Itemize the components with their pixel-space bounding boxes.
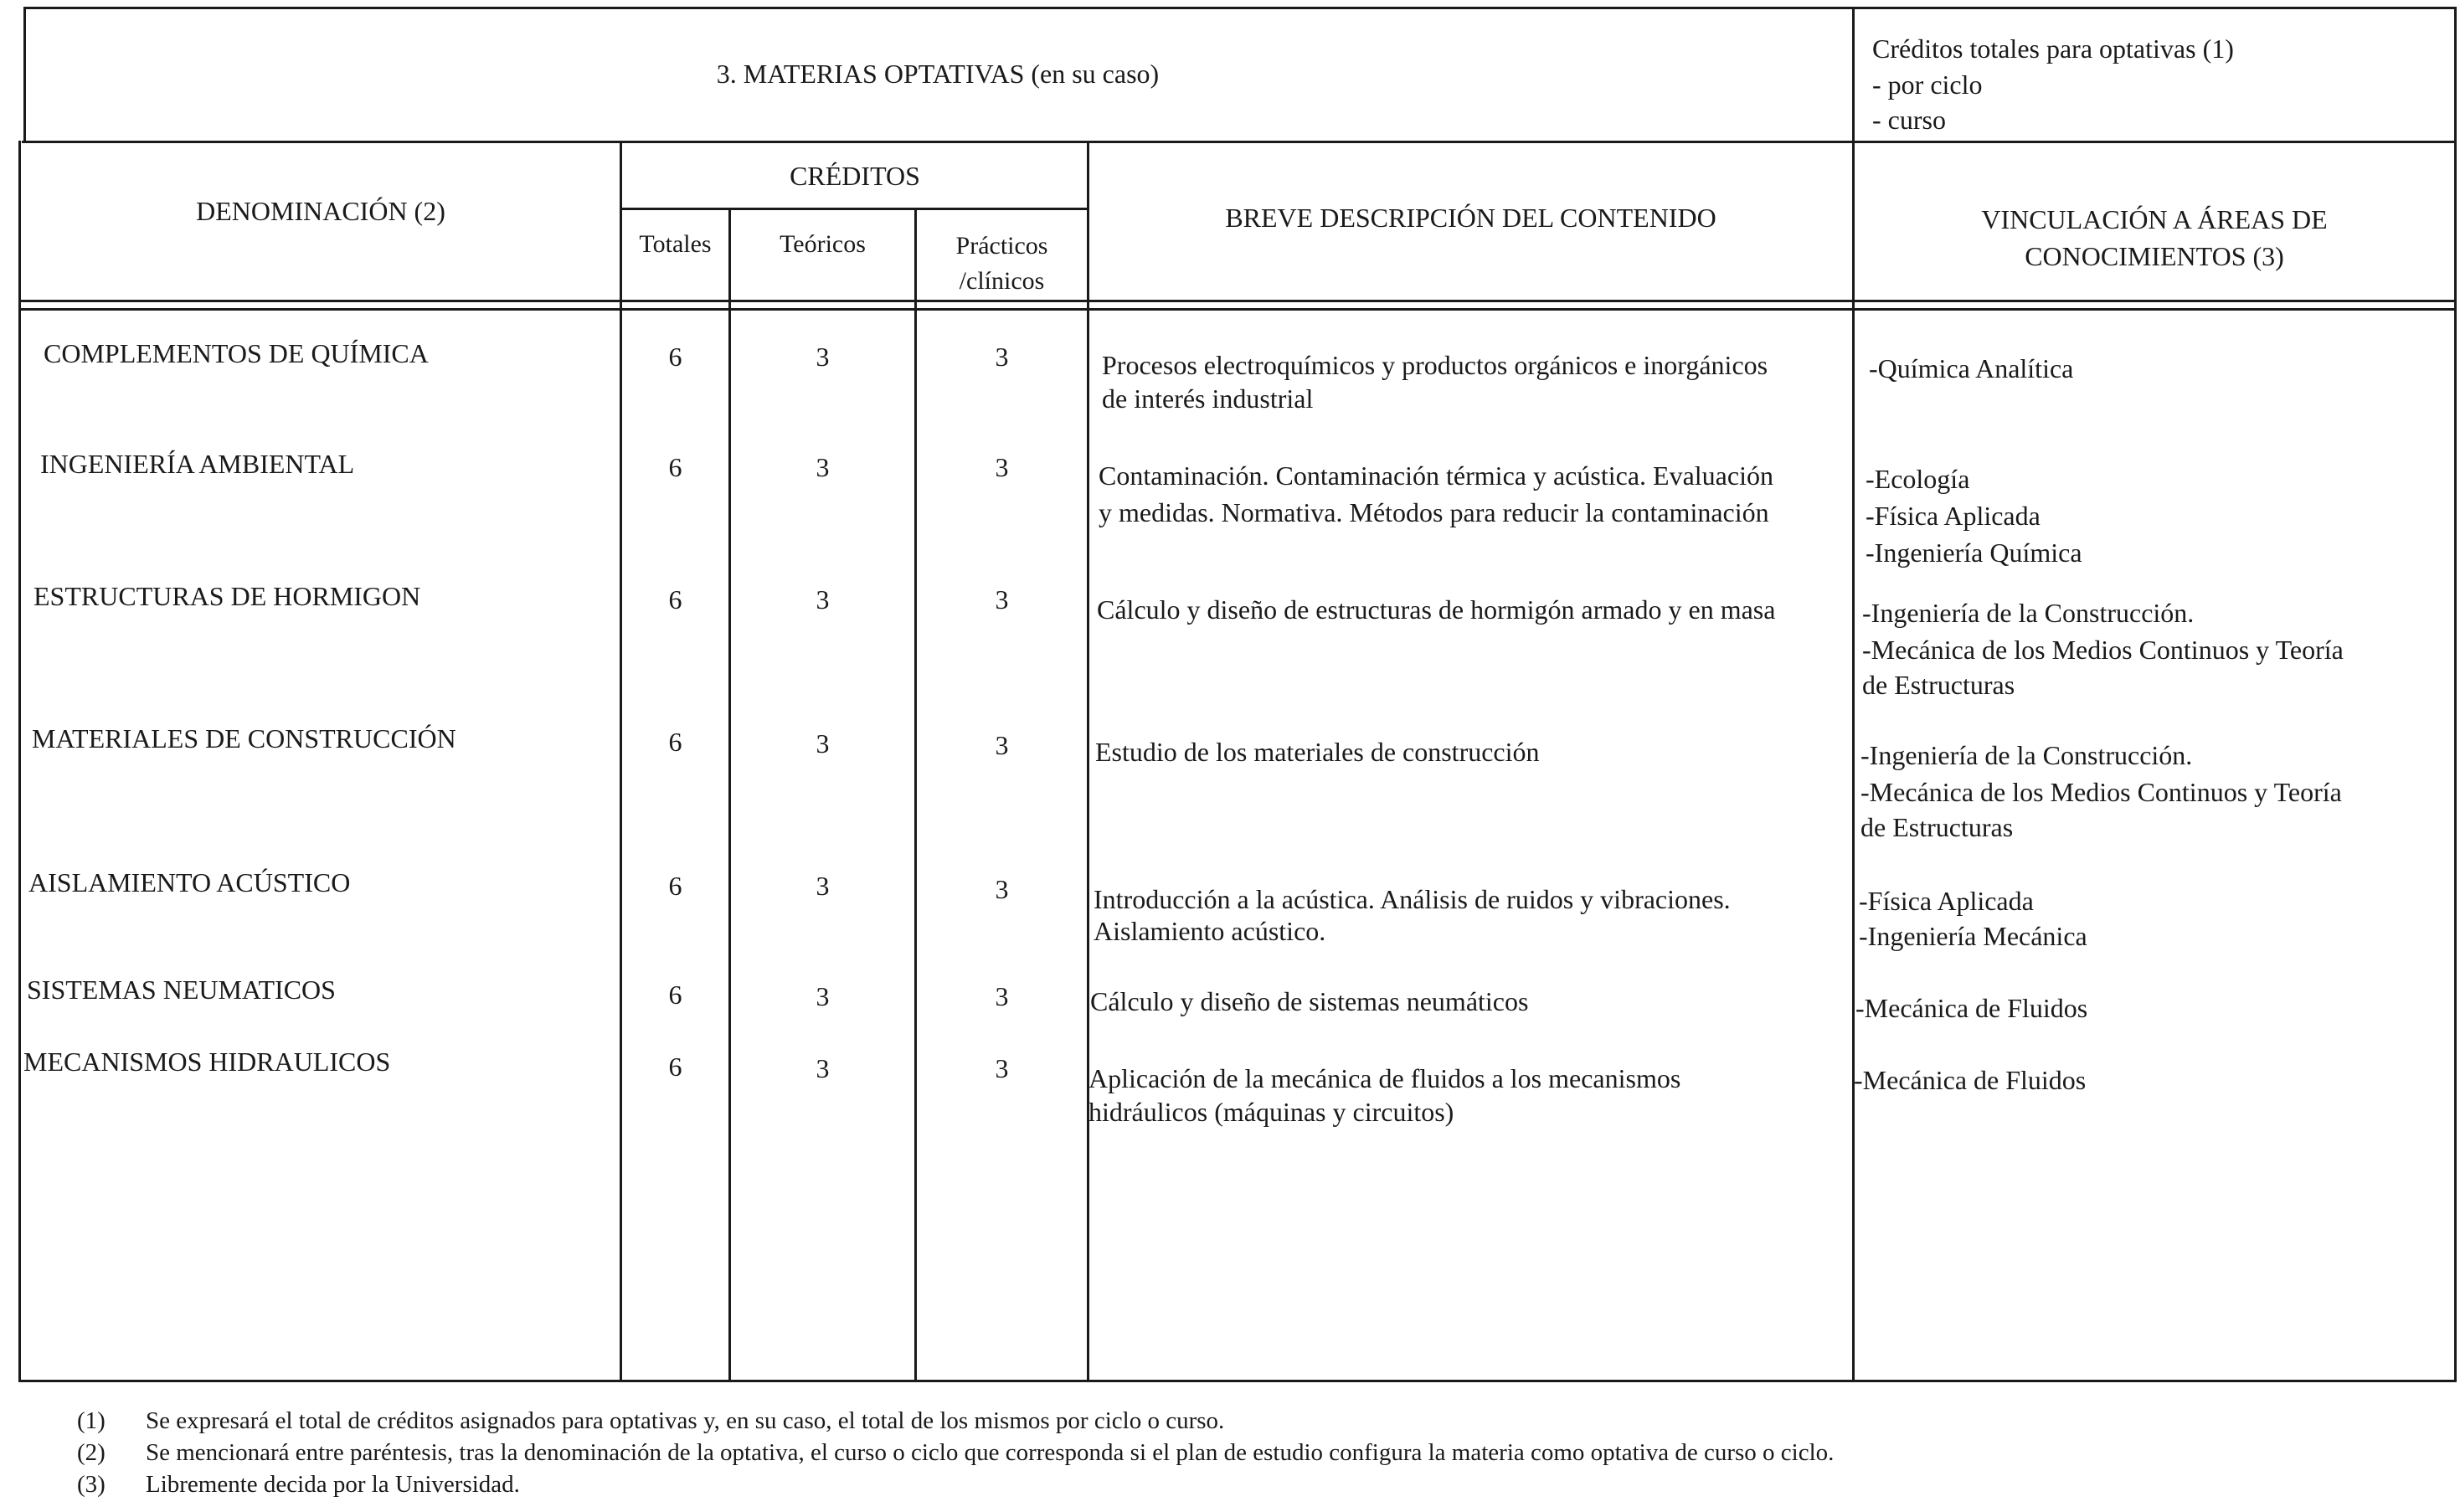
row-3-area: de Estructuras <box>1862 670 2015 700</box>
column-header-vinculacion: VINCULACIÓN A ÁREAS DE <box>1981 204 2328 234</box>
section-title: 3. MATERIAS OPTATIVAS (en su caso) <box>716 59 1160 89</box>
table-border-right <box>2454 7 2457 1382</box>
row-5-description: Aislamiento acústico. <box>1094 916 1326 946</box>
footnote-text: Se expresará el total de créditos asignados para optativas y, en su caso, el total de los mismos por ciclo o curso. <box>146 1407 1225 1434</box>
table-border-left-lower <box>18 141 21 1381</box>
footnote <box>77 1468 1834 1500</box>
header-divider <box>22 141 2457 143</box>
column-header-descripcion: BREVE DESCRIPCIÓN DEL CONTENIDO <box>1225 203 1716 233</box>
row-3-name: ESTRUCTURAS DE HORMIGON <box>33 581 421 611</box>
column-line-practicos <box>914 208 917 1381</box>
row-3-totales: 6 <box>668 584 682 615</box>
row-2-area: -Ingeniería Química <box>1866 537 2082 568</box>
row-1-teoricos: 3 <box>816 342 830 372</box>
column-header-denominacion: DENOMINACIÓN (2) <box>196 196 445 226</box>
column-header-creditos: CRÉDITOS <box>790 161 920 191</box>
row-7-description: Aplicación de la mecánica de fluidos a los mecanismos <box>1088 1063 1681 1093</box>
row-2-teoricos: 3 <box>816 452 830 482</box>
row-3-area: -Mecánica de los Medios Continuos y Teoría <box>1862 635 2344 665</box>
column-line-descripcion <box>1087 141 1089 1381</box>
column-header-teoricos: Teóricos <box>780 230 866 258</box>
row-5-area: -Física Aplicada <box>1859 886 2034 916</box>
row-4-name: MATERIALES DE CONSTRUCCIÓN <box>32 723 456 753</box>
row-7-teoricos: 3 <box>816 1053 830 1083</box>
row-7-description: hidráulicos (máquinas y circuitos) <box>1088 1097 1454 1127</box>
row-7-area: -Mecánica de Fluidos <box>1854 1065 2087 1095</box>
row-6-teoricos: 3 <box>816 981 830 1011</box>
row-5-description: Introducción a la acústica. Análisis de ruidos y vibraciones. <box>1094 884 1731 914</box>
row-1-description: Procesos electroquímicos y productos orgánicos e inorgánicos <box>1102 350 1768 380</box>
row-5-name: AISLAMIENTO ACÚSTICO <box>28 867 351 897</box>
row-1-description: de interés industrial <box>1102 383 1314 414</box>
footnote-number: (3) <box>77 1471 106 1498</box>
row-4-totales: 6 <box>668 727 682 757</box>
column-header-divider-double <box>20 308 2457 311</box>
column-header-divider <box>20 300 2457 302</box>
footnote <box>77 1437 1834 1468</box>
column-header-vinculacion-sub: CONOCIMIENTOS (3) <box>2025 241 2284 271</box>
row-7-practicos: 3 <box>995 1053 1009 1083</box>
row-5-teoricos: 3 <box>816 871 830 901</box>
row-3-teoricos: 3 <box>816 584 830 615</box>
row-4-description: Estudio de los materiales de construcción <box>1095 737 1540 767</box>
row-2-area: -Ecología <box>1866 464 1970 494</box>
footnotes <box>77 1405 1834 1500</box>
footnote-text: Libremente decida por la Universidad. <box>146 1471 520 1498</box>
row-2-name: INGENIERÍA AMBIENTAL <box>40 449 355 479</box>
column-line-totales <box>620 141 622 1381</box>
row-4-area: -Mecánica de los Medios Continuos y Teoría <box>1860 777 2342 807</box>
row-2-description: Contaminación. Contaminación térmica y acústica. Evaluación <box>1099 460 1773 491</box>
credits-note <box>1872 30 2234 137</box>
footnote-number: (2) <box>77 1439 106 1466</box>
row-5-totales: 6 <box>668 871 682 901</box>
footnote-text: Se mencionará entre paréntesis, tras la denominación de la optativa, el curso o ciclo que corresponda si el plan de estudio configura la materia como optativa de curso o ciclo. <box>146 1439 1835 1466</box>
row-7-totales: 6 <box>668 1052 682 1082</box>
column-header-totales: Totales <box>639 230 712 258</box>
row-6-practicos: 3 <box>995 981 1009 1011</box>
row-4-area: de Estructuras <box>1860 812 2014 842</box>
row-2-area: -Física Aplicada <box>1866 501 2041 531</box>
row-3-description: Cálculo y diseño de estructuras de hormigón armado y en masa <box>1097 594 1776 625</box>
row-6-totales: 6 <box>668 980 682 1010</box>
row-4-teoricos: 3 <box>816 728 830 759</box>
footnote <box>77 1405 1834 1437</box>
credits-note-item: - por ciclo <box>1872 69 1983 100</box>
row-2-totales: 6 <box>668 452 682 482</box>
column-line-teoricos <box>728 208 731 1381</box>
credits-note-title: Créditos totales para optativas (1) <box>1872 33 2234 64</box>
row-4-area: -Ingeniería de la Construcción. <box>1860 740 2193 770</box>
table-border-top <box>25 7 2457 9</box>
row-1-practicos: 3 <box>995 342 1009 372</box>
column-header-practicos-sub: /clínicos <box>959 267 1045 295</box>
table-border-bottom <box>18 1380 2457 1382</box>
row-1-name: COMPLEMENTOS DE QUÍMICA <box>44 338 429 368</box>
row-4-practicos: 3 <box>995 730 1009 760</box>
row-2-description: y medidas. Normativa. Métodos para reducir la contaminación <box>1099 497 1769 527</box>
creditos-divider <box>621 208 1088 210</box>
row-7-name: MECANISMOS HIDRAULICOS <box>23 1047 391 1077</box>
row-3-area: -Ingeniería de la Construcción. <box>1862 598 2195 628</box>
credits-note-item: - curso <box>1872 105 1946 135</box>
row-5-practicos: 3 <box>995 874 1009 904</box>
row-6-name: SISTEMAS NEUMATICOS <box>27 975 336 1005</box>
row-6-description: Cálculo y diseño de sistemas neumáticos <box>1090 986 1529 1016</box>
row-1-totales: 6 <box>668 342 682 372</box>
column-header-practicos: Prácticos <box>955 232 1048 260</box>
row-5-area: -Ingeniería Mecánica <box>1859 921 2087 951</box>
row-1-area: -Química Analítica <box>1869 353 2074 383</box>
row-2-practicos: 3 <box>995 452 1009 482</box>
row-3-practicos: 3 <box>995 584 1009 615</box>
row-6-area: -Mecánica de Fluidos <box>1855 993 2088 1023</box>
footnote-number: (1) <box>77 1407 106 1434</box>
